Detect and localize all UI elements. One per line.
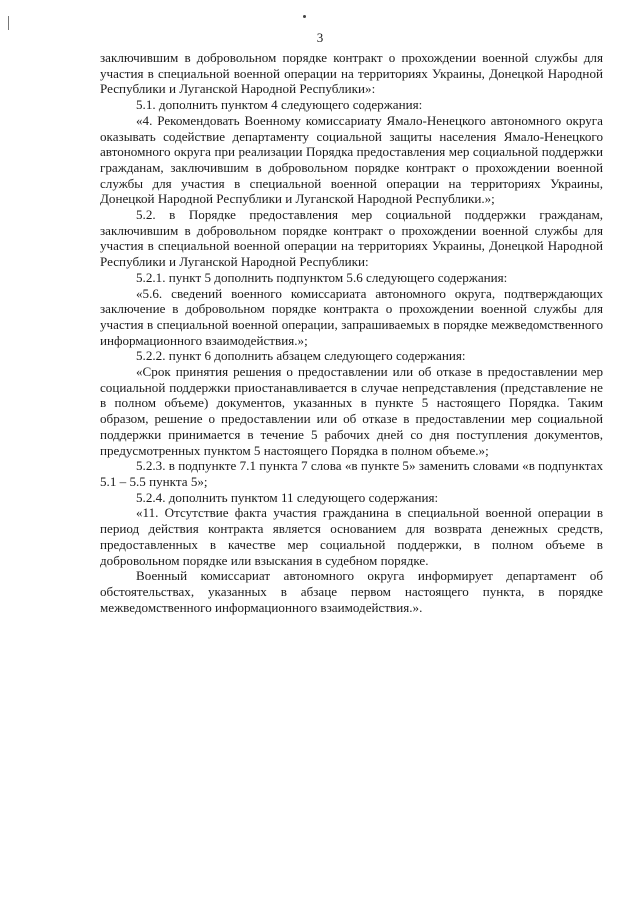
paragraph: 5.2.3. в подпункте 7.1 пункта 7 слова «в пункте 5» заменить словами «в подпунктах 5.1 – 5.5 пункта 5»; bbox=[100, 458, 603, 489]
paragraph: «4. Рекомендовать Военному комиссариату Ямало-Ненецкого автономного округа оказывать содействие департаменту социальной защиты населения Ямало-Ненецкого автономного округа при реализации Порядка предоставления мер социальной поддержки гражданам, заключившим в добровольном порядке контракт о прохождении военной службы для участия в специальной военной операции на территориях Украины, Донецкой Народной Республики и Луганской Народной Республики.»; bbox=[100, 112, 603, 207]
paragraph: «5.6. сведений военного комиссариата автономного округа, подтверждающих заключение в добровольном порядке контракта о прохождении военной службы для участия в специальной военной операции, запрашиваемых в порядке межведомственного информационного взаимодействия.»; bbox=[100, 285, 603, 348]
paragraph: 5.2. в Порядке предоставления мер социальной поддержки гражданам, заключившим в добровольном порядке контракт о прохождении военной службы для участия в специальной военной операции на территориях Украины, Донецкой Народной Республики и Луганской Народной Республики: bbox=[100, 207, 603, 270]
document-body bbox=[100, 50, 603, 615]
paragraph: 5.2.1. пункт 5 дополнить подпунктом 5.6 следующего содержания: bbox=[136, 269, 508, 285]
paragraph: «11. Отсутствие факта участия гражданина в специальной военной операции в период действия контракта является основанием для возврата денежных средств, предоставленных в качестве мер социальной поддержки, в полном объеме в добровольном порядке или взыскания в судебном порядке. bbox=[100, 505, 603, 568]
scan-speck bbox=[303, 15, 306, 18]
paragraph: «Срок принятия решения о предоставлении или об отказе в предоставлении мер социальной поддержки приостанавливается в случае непредставления (представление не в полном объеме) документов, указанных в пункте 5 настоящего Порядка. Таким образом, решение о предоставлении или об отказе в предоставлении мер социальной поддержки принимается в течение 5 рабочих дней со дня поступления документов, предусмотренных пунктом 5 настоящего Порядка в полном объеме.»; bbox=[100, 364, 603, 458]
page-number: 3 bbox=[316, 30, 324, 45]
paragraph: Военный комиссариат автономного округа информирует департамент об обстоятельствах, указанных в абзаце первом настоящего пункта, в порядке межведомственного информационного взаимодействия.». bbox=[100, 568, 603, 615]
paragraph: 5.1. дополнить пунктом 4 следующего содержания: bbox=[136, 97, 423, 113]
margin-mark bbox=[8, 16, 9, 30]
paragraph: 5.2.4. дополнить пунктом 11 следующего содержания: bbox=[136, 489, 439, 505]
paragraph: 5.2.2. пункт 6 дополнить абзацем следующего содержания: bbox=[136, 348, 466, 364]
paragraph: заключившим в добровольном порядке контракт о прохождении военной службы для участия в специальной военной операции на территориях Украины, Донецкой Народной Республики и Луганской Народной Республики»: bbox=[100, 50, 603, 97]
